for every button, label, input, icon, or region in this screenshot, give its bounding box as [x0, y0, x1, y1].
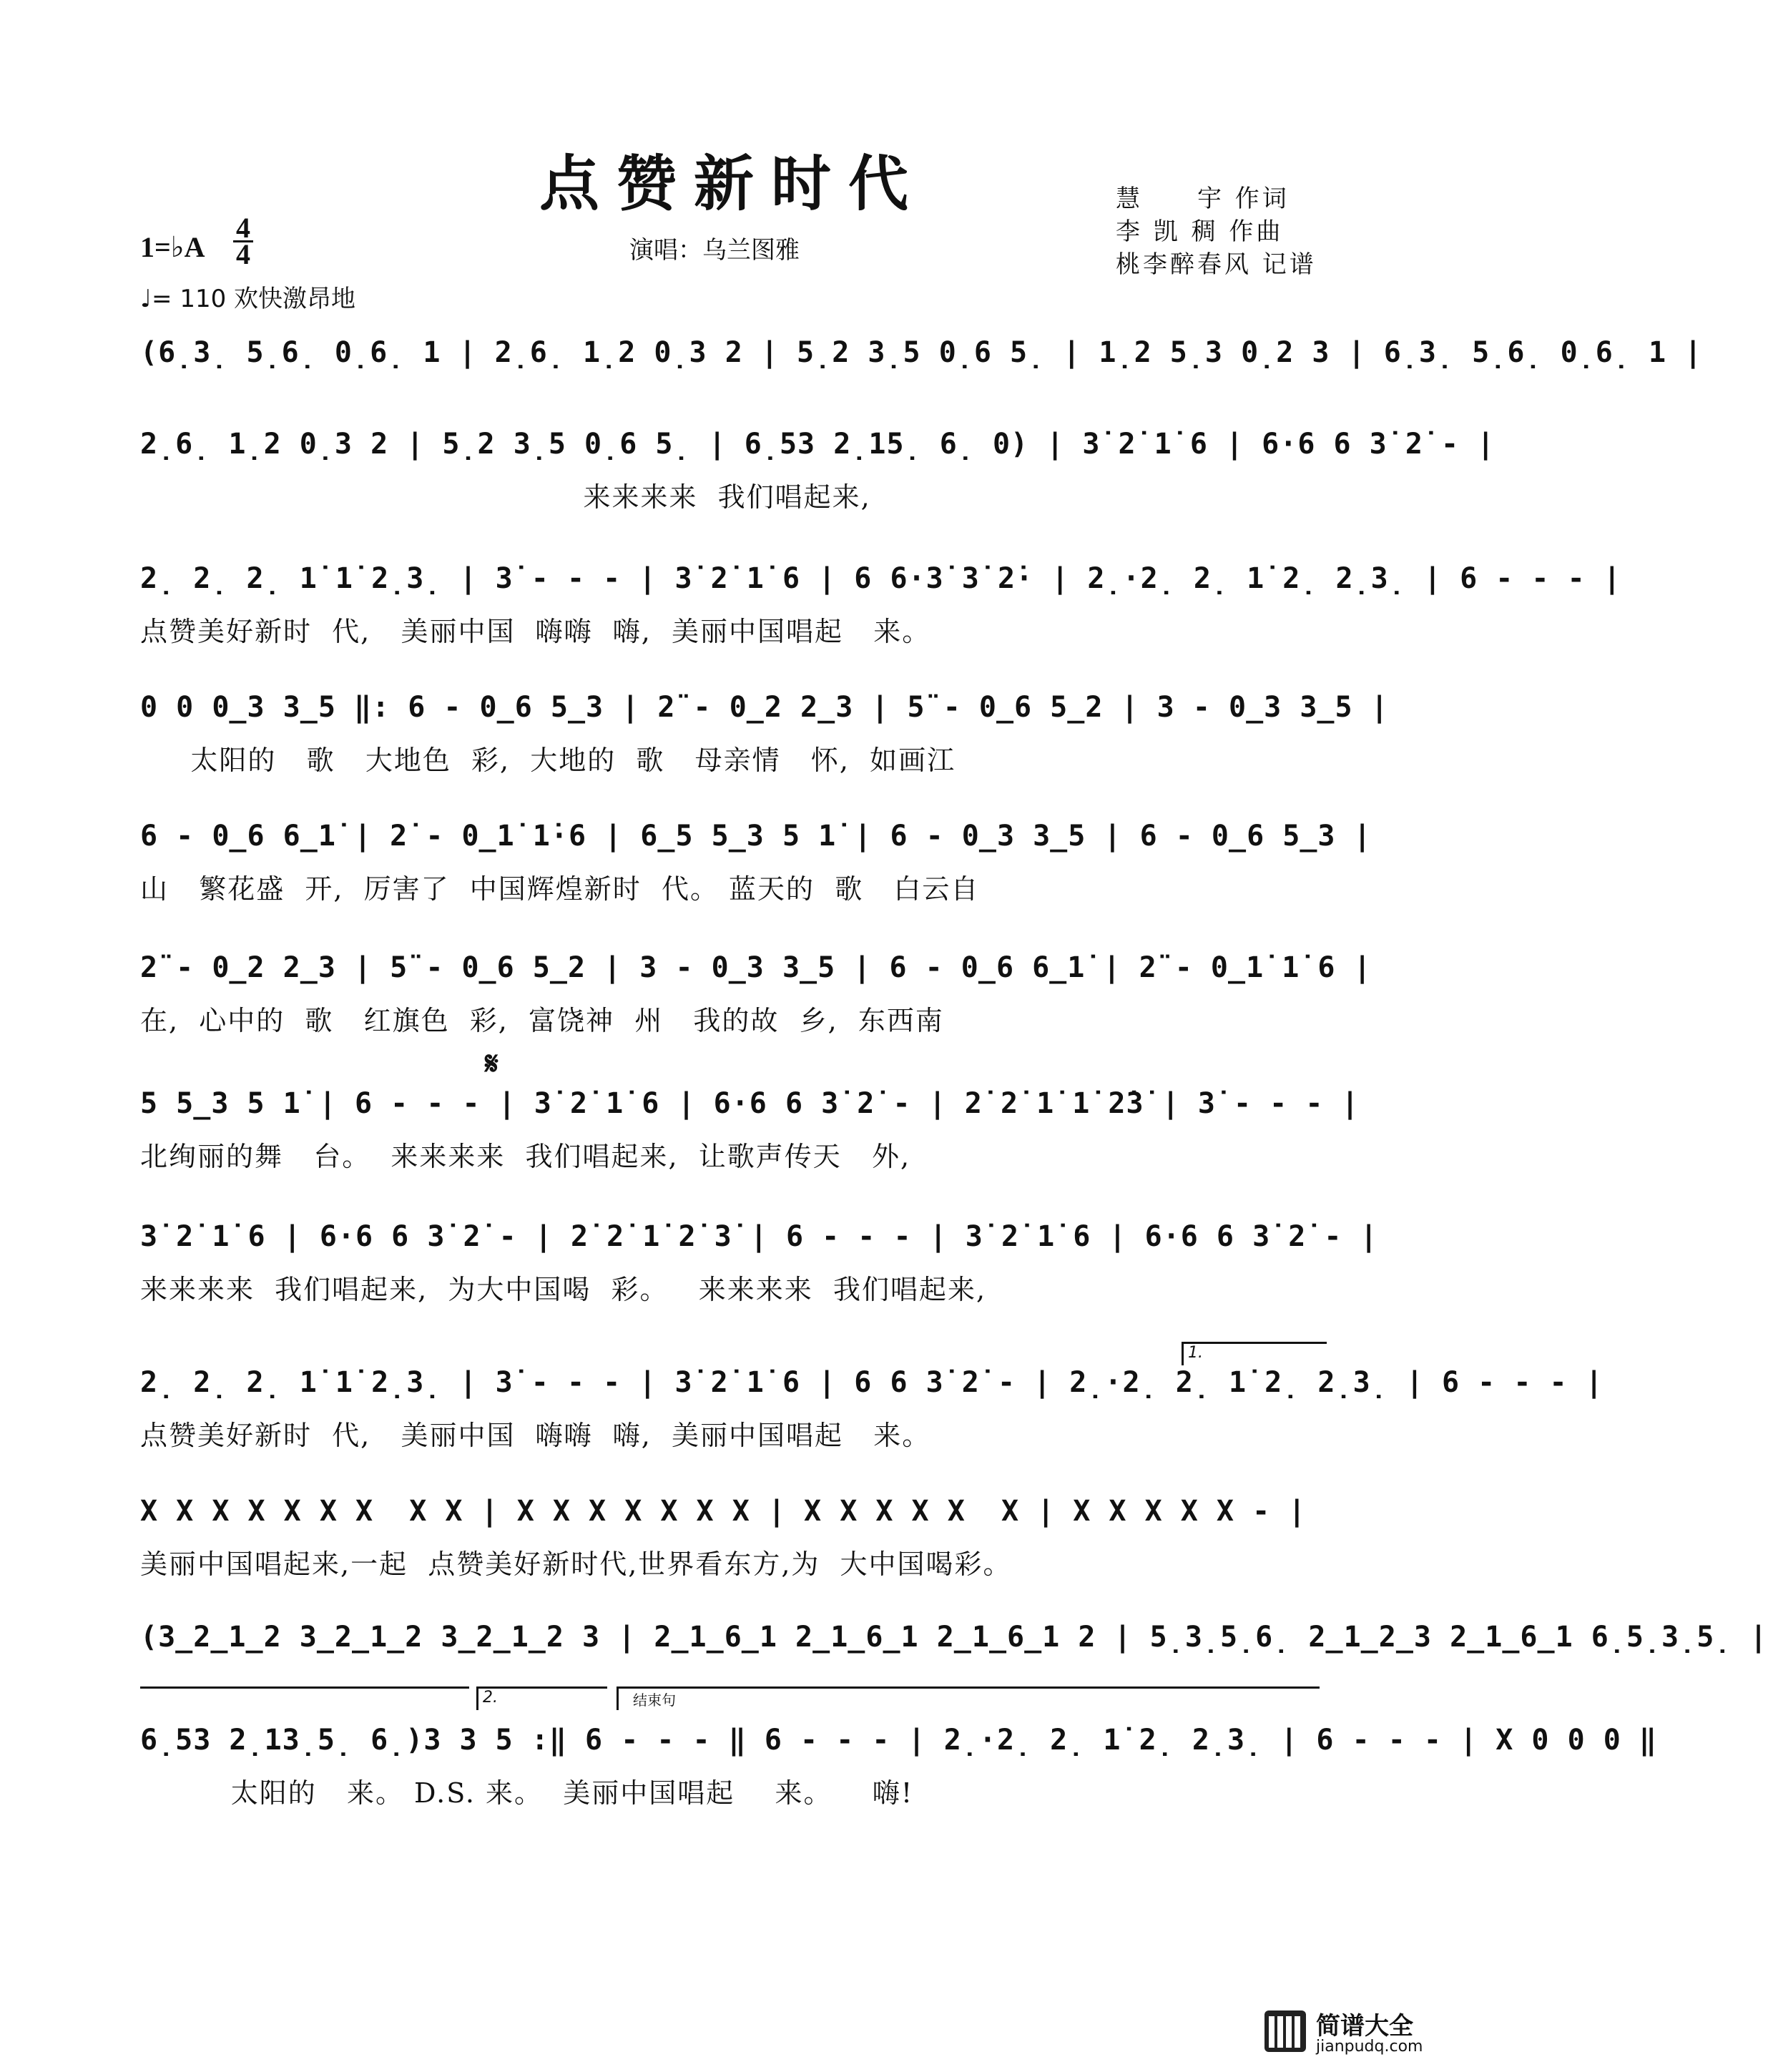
- notation-row: 2̣6̣ 1̣2 0̣3 2 | 5̣2 3̣5 0̣6 5̣ | 6̣53 2̣15̣ 6̣ 0) | 3̇ 2̇ 1̇ 6 | 6·6 6 3̇ 2̇ - |: [140, 428, 1496, 461]
- lyric-row: 点赞美好新时 代, 美丽中国 嗨嗨 嗨, 美丽中国唱起 来。: [140, 616, 931, 647]
- lyric-row: 太阳的 歌 大地色 彩, 大地的 歌 母亲情 怀, 如画江: [140, 745, 956, 776]
- ending-label: 结束句: [633, 1692, 676, 1709]
- lyric-row: 来来来来 我们唱起来, 为大中国喝 彩。 来来来来 我们唱起来,: [140, 1274, 987, 1305]
- watermark-url: jianpudq.com: [1316, 2038, 1423, 2056]
- notation-row: 6̣53 2̣13̣5̣ 6̣)3 3 5 :‖ 6 - - - ‖ 6 - - - | 2̣·2̣ 2̣ 1̇ 2̣ 2̣3̣ | 6 - - - | X 0 0 0 ‖: [140, 1724, 1657, 1757]
- notation-row: 3̇ 2̇ 1̇ 6 | 6·6 6 3̇ 2̇ - | 2̇ 2̇ 1̇ 2̇ 3̇ | 6 - - - | 3̇ 2̇ 1̇ 6 | 6·6 6 3̇ 2̇ - |: [140, 1220, 1378, 1253]
- notation-row: X X X X X X X X X | X X X X X X X | X X X X X X | X X X X X - |: [140, 1495, 1307, 1528]
- watermark-name: 简谱大全: [1316, 2012, 1413, 2041]
- notation-row: 2̣ 2̣ 2̣ 1̇ 1̇ 2̣3̣ | 3̇ - - - | 3̇ 2̇ 1̇ 6 | 6 6 3̇ 2̇ - | 2̣·2̣ 2̣ 1̇ 2̣ 2̣3̣ | 6 - - - |: [140, 1366, 1604, 1399]
- singer-credit: 演唱：乌兰图雅: [629, 236, 800, 265]
- key-signature: 1=♭A: [140, 231, 205, 263]
- time-signature: [233, 212, 253, 270]
- notation-row: 0 0 0̲3 3̲5 ‖: 6 - 0̲6 5̲3 | 2̈ - 0̲2 2̲3 | 5̈ - 0̲6 5̲2 | 3 - 0̲3 3̲5 |: [140, 691, 1389, 724]
- volta-bracket-1: [1182, 1342, 1327, 1365]
- lyric-row: 北绚丽的舞 台。 来来来来 我们唱起来, 让歌声传天 外,: [140, 1141, 911, 1172]
- volta-1-label: 1.: [1188, 1344, 1203, 1362]
- composer-credit: 李 凯 稠 作曲: [1116, 217, 1284, 246]
- lyric-row: 来来来来 我们唱起来,: [140, 481, 871, 513]
- time-signature-bottom: 4: [236, 238, 250, 270]
- time-signature-top: 4: [236, 212, 250, 244]
- notation-row: 2̈ - 0̲2 2̲3 | 5̈ - 0̲6 5̲2 | 3 - 0̲3 3̲5 | 6 - 0̲6 6̲1̇ | 2̈ - 0̲1̇ 1̇ 6 |: [140, 951, 1372, 984]
- transcriber-credit: 桃李醉春风 记谱: [1116, 250, 1317, 279]
- volta-bracket-2: [476, 1686, 607, 1710]
- notation-row: 6 - 0̲6 6̲1̇ | 2̇ - 0̲1̇ 1̇·6 | 6̲5 5̲3 5 1̇ | 6 - 0̲3 3̲5 | 6 - 0̲6 5̲3 |: [140, 820, 1372, 853]
- watermark-logo: [1263, 2006, 1449, 2061]
- song-title: 点赞新时代: [539, 148, 925, 219]
- segno-mark: 𝄋: [485, 1046, 499, 1082]
- volta-2-label: 2.: [483, 1689, 498, 1707]
- notation-row: (6̣3̣ 5̣6̣ 0̣6̣ 1 | 2̣6̣ 1̣2 0̣3 2 | 5̣2 3̣5 0̣6 5̣ | 1̣2 5̣3 0̣2 3 | 6̣3̣ 5̣6̣ 0̣6̣ 1 |: [140, 336, 1703, 369]
- repeat-line: [140, 1686, 469, 1703]
- lyric-row: 在, 心中的 歌 红旗色 彩, 富饶神 州 我的故 乡, 东西南: [140, 1005, 944, 1036]
- notation-row: (3̲2̲1̲2 3̲2̲1̲2 3̲2̲1̲2 3 | 2̲1̲6̲1 2̲1̲6̲1 2̲1̲6̲1 2 | 5̣3̣5̣6̣ 2̲1̲2̲3 2̲1̲6̲1 6̣5̣3̣5̣ |: [140, 1621, 1768, 1654]
- lyricist-credit: 慧 宇 作词: [1116, 185, 1290, 213]
- lyric-row: 太阳的 来。 D.S. 来。 美丽中国唱起 来。 嗨!: [140, 1777, 914, 1809]
- notation-row: 2̣ 2̣ 2̣ 1̇ 1̇ 2̣3̣ | 3̇ - - - | 3̇ 2̇ 1̇ 6 | 6 6·3̇ 3̇ 2̇· | 2̣·2̣ 2̣ 1̇ 2̣ 2̣3̣ | 6 - - - |: [140, 562, 1621, 595]
- lyric-row: 点赞美好新时 代, 美丽中国 嗨嗨 嗨, 美丽中国唱起 来。: [140, 1420, 931, 1451]
- notation-row: 5 5̲3 5 1̇ | 6 - - - | 3̇ 2̇ 1̇ 6 | 6·6 6 3̇ 2̇ - | 2̇ 2̇ 1̇ 1̇ 2̇3̇ | 3̇ - - - |: [140, 1087, 1360, 1120]
- tempo-marking: ♩= 110 欢快激昂地: [140, 285, 356, 313]
- lyric-row: 山 繁花盛 开, 厉害了 中国辉煌新时 代。 蓝天的 歌 白云自: [140, 873, 980, 905]
- lyric-row: 美丽中国唱起来,一起 点赞美好新时代,世界看东方,为 大中国喝彩。: [140, 1548, 1012, 1580]
- ending-bracket: [617, 1686, 1320, 1710]
- piano-keys-icon: [1263, 2009, 1307, 2053]
